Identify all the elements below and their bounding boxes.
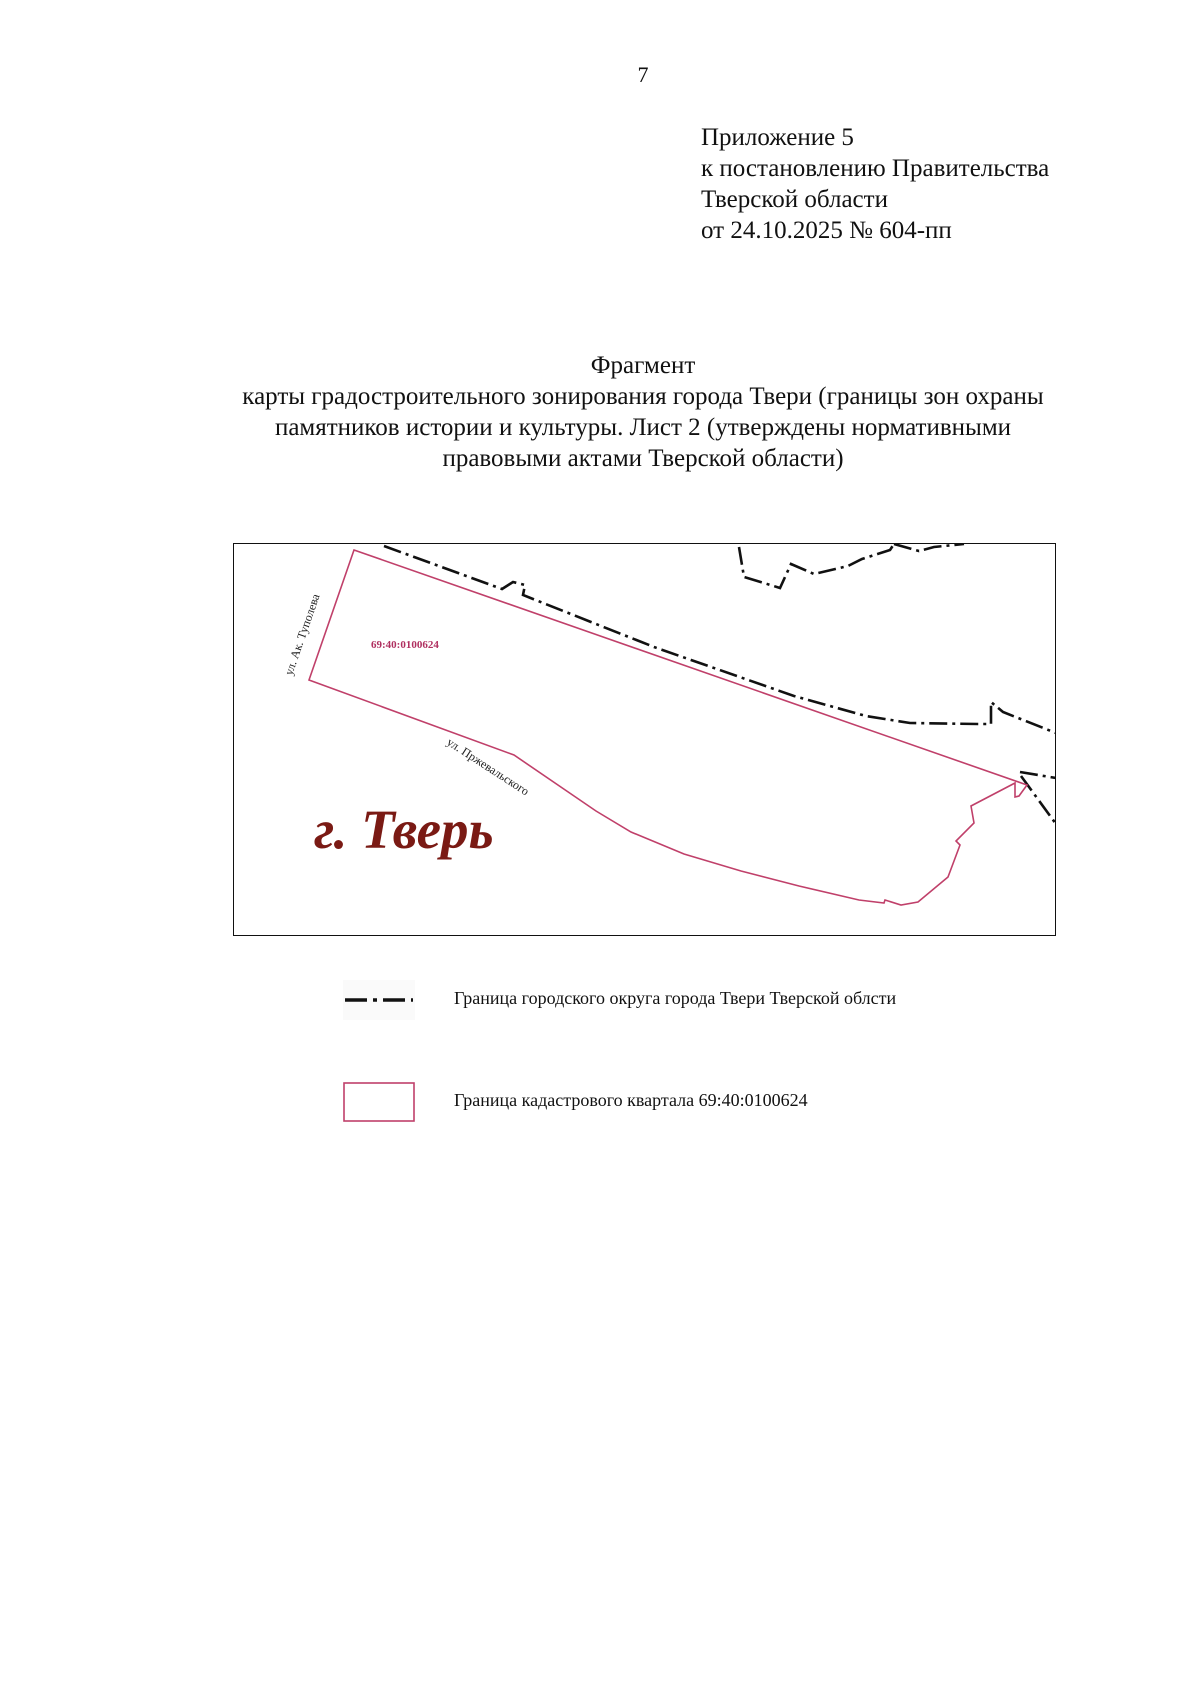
page-number: 7 — [637, 62, 649, 87]
city-boundary — [384, 544, 1056, 824]
document-title — [150, 350, 1136, 474]
map-legend — [340, 978, 980, 1110]
appendix-line-4: от 24.10.2025 № 604-пп — [701, 217, 952, 244]
appendix-line-3: Тверской области — [701, 186, 888, 213]
map-fragment — [233, 543, 1056, 936]
legend-item-city-boundary — [340, 978, 980, 1030]
city-boundary-top-right — [894, 544, 964, 551]
title-line-1: Фрагмент — [590, 352, 696, 379]
cadastral-number-label: 69:40:0100624 — [371, 639, 439, 651]
appendix-line-1: Приложение 5 — [701, 124, 854, 151]
city-boundary-right-stub — [1020, 772, 1056, 778]
title-line-4: правовыми актами Тверской области) — [442, 445, 844, 472]
pink-rectangle-symbol — [343, 1082, 415, 1122]
legend-label-cadastral-block: Граница кадастрового квартала 69:40:0100624 — [454, 1090, 808, 1110]
legend-item-cadastral-block — [340, 1030, 980, 1110]
city-boundary-top — [739, 544, 894, 588]
city-boundary-main — [384, 546, 1056, 733]
city-name-label: г. Тверь — [314, 799, 494, 860]
legend-label-city-boundary: Граница городского округа города Твери Тверской облсти — [454, 988, 897, 1008]
appendix-header — [701, 122, 1049, 246]
title-line-2: карты градостроительного зонирования города Твери (границы зон охраны — [242, 383, 1044, 410]
title-line-3: памятников истории и культуры. Лист 2 (утверждены нормативными — [274, 414, 1012, 441]
map-svg — [234, 544, 1056, 936]
street-label-przhevalskogo: ул. Пржевальского — [444, 734, 532, 799]
city-boundary-right-corner — [1021, 776, 1056, 824]
dash-dot-line-symbol — [343, 978, 415, 1022]
street-label-tupoleva: ул. Ак. Туполева — [281, 591, 323, 677]
appendix-line-2: к постановлению Правительства — [701, 155, 1050, 182]
